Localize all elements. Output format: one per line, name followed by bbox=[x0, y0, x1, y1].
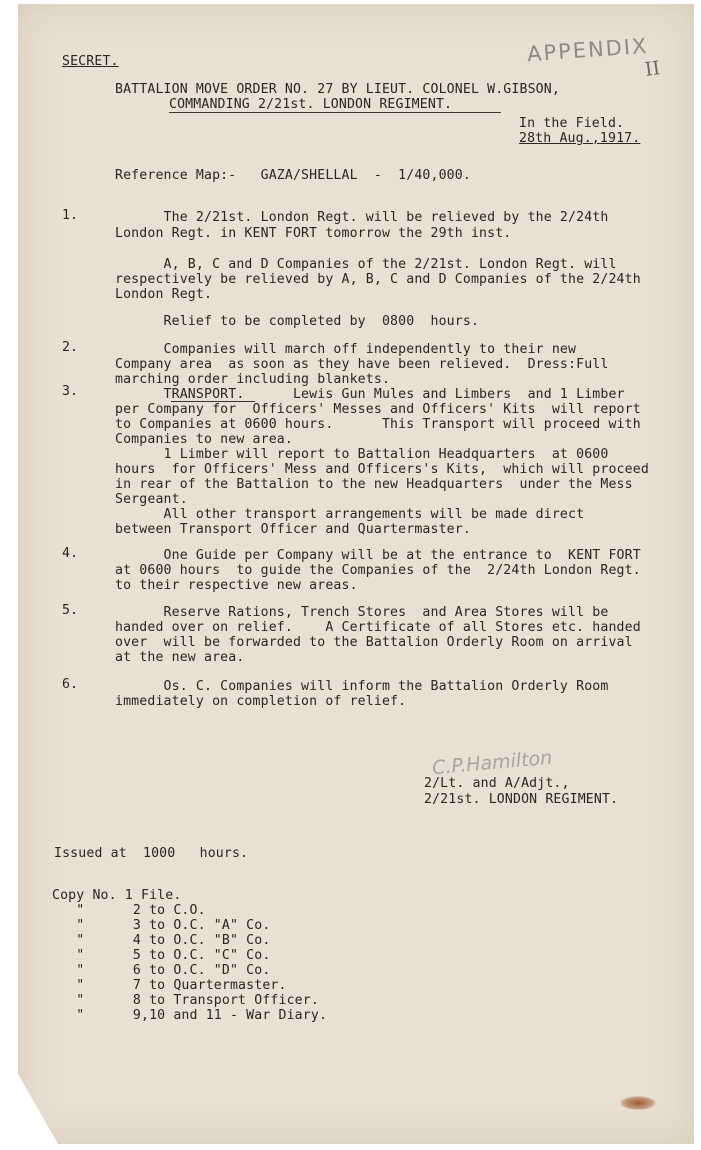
copy-list-item: Copy No. 1 File. bbox=[52, 888, 182, 903]
paragraph-line: Reserve Rations, Trench Stores and Area Stores will be bbox=[115, 605, 609, 620]
paragraph-line: hours for Officers' Mess and Officers's Kits, which will proceed bbox=[115, 462, 649, 477]
copy-list-item: " 7 to Quartermaster. bbox=[52, 978, 287, 993]
appendix-number: II bbox=[643, 57, 662, 81]
order-title-line2: COMMANDING 2/21st. LONDON REGIMENT. bbox=[169, 97, 453, 112]
issued-time: Issued at 1000 hours. bbox=[54, 846, 249, 861]
paragraph-line: Companies to new area. bbox=[115, 432, 293, 447]
paragraph-line: immediately on completion of relief. bbox=[115, 694, 407, 709]
paragraph-number: 5. bbox=[62, 603, 79, 618]
title-underline bbox=[169, 112, 501, 113]
paragraph-line: London Regt. bbox=[115, 287, 213, 302]
paragraph-number: 2. bbox=[62, 340, 79, 355]
paragraph-line: in rear of the Battalion to the new Headquarters under the Mess bbox=[115, 477, 633, 492]
paragraph-number: 3. bbox=[62, 384, 79, 399]
copy-list-item: " 5 to O.C. "C" Co. bbox=[52, 948, 271, 963]
location: In the Field. bbox=[519, 116, 625, 131]
order-date: 28th Aug.,1917. bbox=[519, 131, 641, 146]
signatory-unit: 2/21st. LONDON REGIMENT. bbox=[424, 792, 619, 807]
copy-list-item: " 8 to Transport Officer. bbox=[52, 993, 319, 1008]
paragraph-line: respectively be relieved by A, B, C and D Companies of the 2/24th bbox=[115, 272, 641, 287]
signatory-rank: 2/Lt. and A/Adjt., bbox=[424, 776, 570, 791]
paragraph-line: between Transport Officer and Quartermaster. bbox=[115, 522, 471, 537]
paragraph-line: Companies will march off independently to their new bbox=[115, 342, 577, 357]
paragraph-line: 1 Limber will report to Battalion Headquarters at 0600 bbox=[115, 447, 609, 462]
paragraph-line: All other transport arrangements will be made direct bbox=[115, 507, 585, 522]
paragraph-line: Os. C. Companies will inform the Battalion Orderly Room bbox=[115, 679, 609, 694]
handwritten-signature: C.P.Hamilton bbox=[431, 746, 554, 780]
paragraph-line: at 0600 hours to guide the Companies of the 2/24th London Regt. bbox=[115, 563, 641, 578]
paragraph-line: marching order including blankets. bbox=[115, 372, 391, 387]
paragraph-line: Sergeant. bbox=[115, 492, 188, 507]
copy-list-item: " 9,10 and 11 - War Diary. bbox=[52, 1008, 328, 1023]
paragraph-line: to their respective new areas. bbox=[115, 578, 358, 593]
classification-marking: SECRET. bbox=[62, 54, 119, 69]
paragraph-number: 4. bbox=[62, 546, 79, 561]
folded-corner bbox=[18, 1074, 58, 1144]
paragraph-line: Company area as soon as they have been relieved. Dress:Full bbox=[115, 357, 609, 372]
paragraph-line: to Companies at 0600 hours. This Transport will proceed with bbox=[115, 417, 641, 432]
reference-map: Reference Map:- GAZA/SHELLAL - 1/40,000. bbox=[115, 168, 471, 183]
copy-list-item: " 4 to O.C. "B" Co. bbox=[52, 933, 271, 948]
paragraph-line: over will be forwarded to the Battalion Orderly Room on arrival bbox=[115, 635, 633, 650]
paragraph-line: London Regt. in KENT FORT tomorrow the 29th inst. bbox=[115, 226, 512, 241]
rust-stain bbox=[620, 1096, 656, 1110]
paragraph-line: A, B, C and D Companies of the 2/21st. London Regt. will bbox=[115, 257, 617, 272]
paragraph-line: The 2/21st. London Regt. will be relieved by the 2/24th bbox=[115, 210, 609, 225]
paragraph-line: TRANSPORT. Lewis Gun Mules and Limbers and 1 Limber bbox=[115, 387, 625, 402]
paragraph-line: One Guide per Company will be at the entrance to KENT FORT bbox=[115, 548, 641, 563]
copy-list-item: " 3 to O.C. "A" Co. bbox=[52, 918, 271, 933]
paragraph-number: 1. bbox=[62, 208, 79, 223]
paragraph-number: 6. bbox=[62, 677, 79, 692]
copy-list-item: " 2 to C.O. bbox=[52, 903, 206, 918]
paragraph-line: handed over on relief. A Certificate of all Stores etc. handed bbox=[115, 620, 641, 635]
paragraph-line: at the new area. bbox=[115, 650, 245, 665]
order-title-line1: BATTALION MOVE ORDER NO. 27 BY LIEUT. COLONEL W.GIBSON, bbox=[115, 82, 560, 97]
paragraph-line: per Company for Officers' Messes and Officers' Kits will report bbox=[115, 402, 641, 417]
copy-list-item: " 6 to O.C. "D" Co. bbox=[52, 963, 271, 978]
appendix-annotation: APPENDIX bbox=[526, 33, 650, 67]
paragraph-line: Relief to be completed by 0800 hours. bbox=[115, 314, 480, 329]
